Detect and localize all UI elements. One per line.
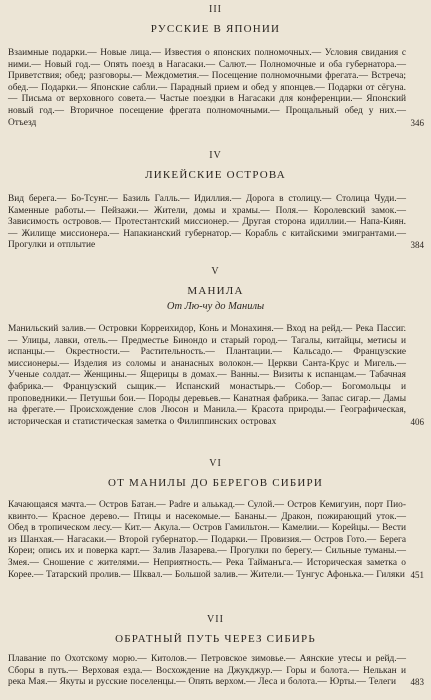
section-summary: Вид берега.— Бо-Тсунг.— Базиль Галль.— Идиллия.— Дорога в столицу.— Столица Чуди.— Каменные работы.— Пейзажи.— Жители, домы и храмы.— Поля.— Королевский замок.— Зависимость островов.— Протестантский миссионер.— Другая сторона идиллии.— Напа-Киян.— Жилище миссионера.— Напакианский губернатор.— Корабль с китайскими эмигрантами.— Прогулки и отплытие (8, 194, 406, 251)
section-number: V (211, 266, 220, 277)
page-number: 384 (410, 240, 424, 251)
section-summary: Качающаяся мачта.— Остров Батан.— Padre и альькад.— Сулой.— Остров Кемигуин, порт Пио-квинто.— Красное дерево.— Птицы и насекомые.— Бананы.— Дракон, пожирающий уток.— Обед в тропическом лесу.— Кит.— Акула.— Остров Гамильтон.— Камелии.— Корейцы.— Вести из Шанхая.— Нагасаки.— Второй губернатор.— Подарки.— Провизия.— Остров Гото.— Берега Кореи; опись их и поверка карт.— Залив Лазарева.— Прогулки по берегу.— Сильные туманы.— Змея.— Сношение с жителями.— Неприятность.— Река Тайманъга.— Историческая заметка о Корее.— Татарский пролив.— Шквал.— Большой залив.— Жители.— Тунгус Афонька.— Гиляки (8, 500, 406, 580)
page-number: 406 (410, 416, 424, 427)
section-title: ОБРАТНЫЙ ПУТЬ ЧЕРЕЗ СИБИРЬ (115, 633, 316, 645)
section-title: РУССКИЕ В ЯПОНИИ (150, 23, 281, 35)
section-summary: Взаимные подарки.— Новые лица.— Известия о японских полномочных.— Условия свидания с ними.— Новый год.— Опять поезд в Нагасаки.— Салют.— Полномочные и оба губернатора.— Приветствия; обед; разговоры.— Междометия.— Посещение полномочными фрегата.— Встреча; обед.— Подарки.— Японские сабли.— Парадный прием и обед у японцев.— Подарки от сёгуна.— Письма от верховного совета.— Частые поездки в Нагасаки для конференции.— Японский новый год.— Вторичное посещение фрегата полномочными.— Прощальный обед у них.— Отъезд (8, 48, 406, 128)
section-7 (0, 614, 431, 689)
section-number: VI (209, 458, 222, 469)
section-number: VII (207, 614, 224, 625)
page-number: 346 (410, 117, 424, 128)
page-number: 451 (410, 569, 424, 580)
section-number: IV (209, 150, 222, 161)
section-summary: Плавание по Охотскому морю.— Китолов.— Петровское зимовье.— Аянские утесы и рейд.— Сборы в путь.— Верховая езда.— Восхождение на Джукджур.— Горы и болота.— Нелькан и река Мая.— Якуты и русские поселенцы.— Опять верхом.— Леса и болота.— Юрты.— Телеги (8, 654, 406, 688)
page-number: 483 (410, 677, 424, 688)
section-title: ЛИКЕЙСКИЕ ОСТРОВА (145, 169, 286, 181)
section-4 (0, 150, 431, 252)
section-3 (0, 4, 431, 129)
section-summary: Манильский залив.— Островки Корреихидор, Конь и Монахиня.— Вход на рейд.— Река Пассиг.— Улицы, лавки, отель.— Предместье Бинондо и старый город.— Тагалы, китайцы, метисы и испанцы.— Окрестности.— Растительность.— Плантации.— Кальсадо.— Французские миссионеры.— Изделия из соломы и ананасных волокон.— Церкви Санта-Крус и Мигель.— Ученые солдат.— Женщины.— Ящерицы в домах.— Ванны.— Визиты к испанцам.— Табачная фабрика.— Французский сыщик.— Испанский монастырь.— Собор.— Богомольцы и проповедники.— Петушьи бои.— Породы деревьев.— Канатная фабрика.— Запас сигар.— Дамы на фрегате.— Происхождение слов Люсон и Манила.— Красота природы.— Географическая, историческая и статистическая заметка о Филиппинских островах (8, 324, 406, 427)
section-title: МАНИЛА (187, 285, 244, 297)
section-subtitle: От Лю-чу до Манилы (166, 301, 265, 312)
section-6 (0, 458, 431, 581)
section-title: ОТ МАНИЛЫ ДО БЕРЕГОВ СИБИРИ (107, 477, 324, 489)
section-number: III (209, 4, 222, 15)
section-5 (0, 266, 431, 428)
